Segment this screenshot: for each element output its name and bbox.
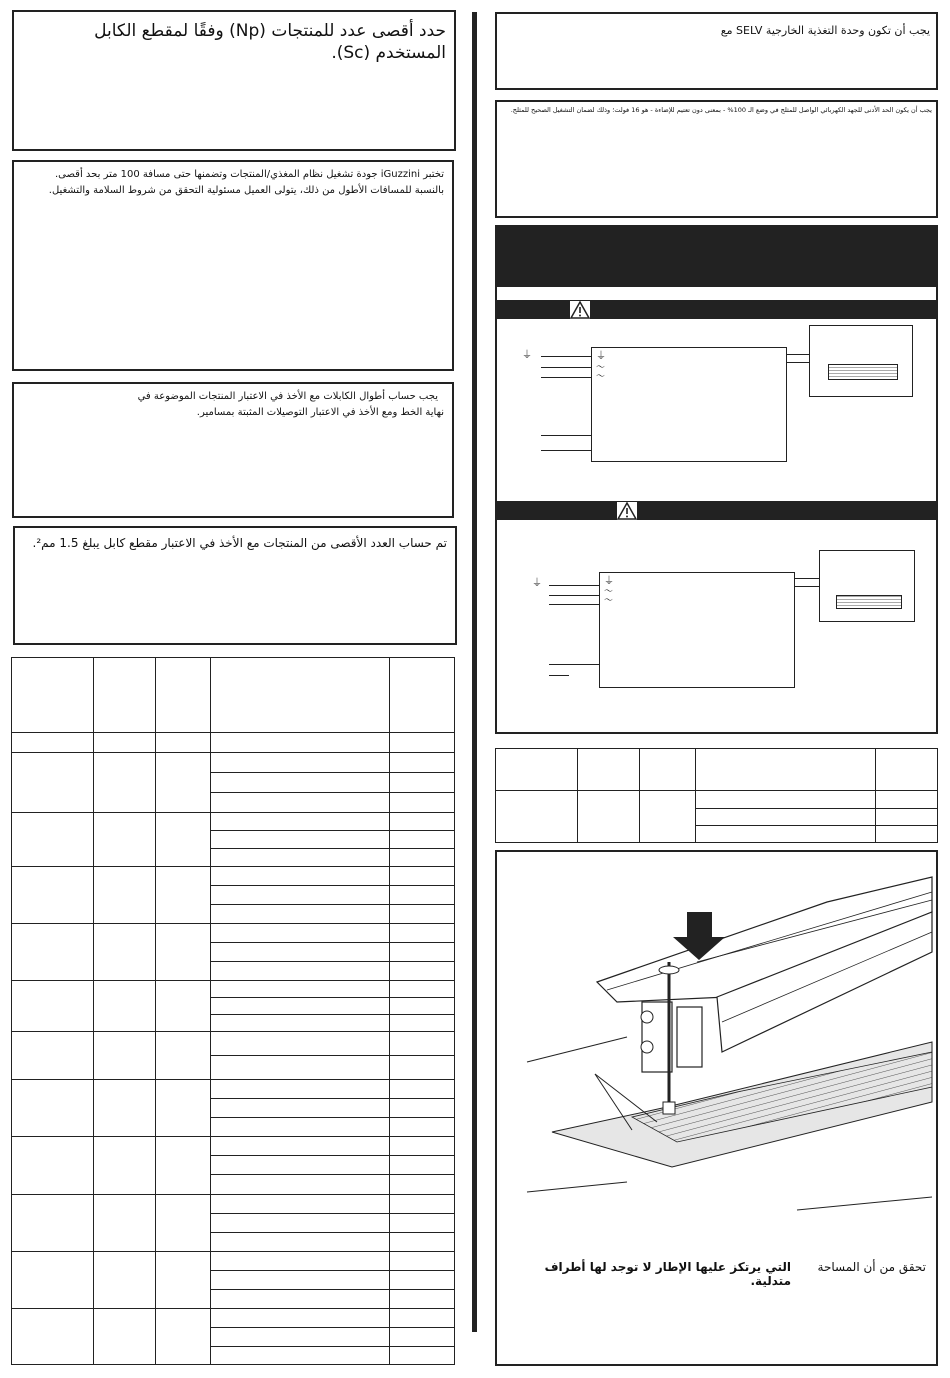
wire [549, 675, 569, 676]
power-supply-box [591, 347, 787, 462]
table-row [12, 1032, 455, 1056]
installation-illustration-panel [495, 850, 938, 1366]
table-row [12, 1308, 455, 1327]
products-table [11, 657, 455, 1365]
cable-length-line2: نهاية الخط ومع الأخذ في الاعتبار التوصيلات المثبتة بمسامير. [196, 407, 444, 418]
ac-terminal-icon: 〜 [604, 587, 614, 597]
table-header-cell [210, 658, 390, 733]
cable-section-text: تم حساب العدد الأقصى من المنتجات مع الأخذ في الاعتبار مقطع كابل يبلغ 1.5 مم². [32, 536, 447, 550]
section-max-products [12, 10, 456, 151]
luminaire-box [809, 325, 913, 397]
max-products-title: حدد أقصى عدد للمنتجات (Np) وفقًا لمقطع الكابل المستخدم (Sc). [94, 21, 446, 63]
check-text-a: تحقق من أن المساحة [817, 1260, 926, 1274]
table-row [12, 1137, 455, 1156]
wire [549, 585, 599, 586]
luminaire-icon [828, 364, 898, 380]
ac-terminal-icon: 〜 [596, 372, 606, 382]
diagram2-header-bar [497, 501, 936, 520]
min-voltage-text: يجب أن يكون الحد الأدنى للجهد الكهربائي الواصل للمثلج في وضع الـ 100% - بمعنى دون تعتيم للإضاءة - هو 16 فولت؛ وذلك لضمان التشغيل الصحيح للمثلج. [510, 106, 932, 114]
table-row [12, 924, 455, 943]
wire [541, 356, 591, 357]
table-row [12, 1080, 455, 1099]
column-divider [472, 12, 477, 1332]
table-header-cell [876, 749, 938, 791]
cable-length-line1: يجب حساب أطوال الكابلات مع الأخذ في الاعتبار المنتجات الموضوعة في [137, 391, 438, 402]
diagram1-header-bar [497, 300, 936, 319]
earth-terminal-icon: ⏚ [604, 576, 614, 587]
section-cable-length [12, 382, 454, 518]
table-header-cell [639, 749, 695, 791]
luminaire-icon [836, 595, 902, 609]
table-row [12, 981, 455, 998]
warning-icon [570, 301, 590, 319]
quality-note-line2: بالنسبة للمسافات الأطول من ذلك، يتولى العميل مسئولية التحقق من شروط السلامة والتشغيل. [48, 185, 444, 196]
wire [541, 435, 591, 436]
panel-header-bar [497, 227, 936, 287]
table-row [12, 813, 455, 831]
wire [549, 595, 599, 596]
installation-drawing [497, 852, 936, 1242]
wire [541, 367, 591, 368]
supply-table [495, 748, 938, 843]
table-header-cell [577, 749, 639, 791]
earth-terminal-icon: ⏚ [596, 351, 606, 362]
wire [541, 377, 591, 378]
table-header-cell [390, 658, 455, 733]
section-quality-note [12, 160, 454, 371]
table-row [496, 791, 938, 808]
ac-terminal-icon: 〜 [596, 363, 606, 373]
table-row [12, 867, 455, 886]
wire [787, 354, 809, 355]
power-supply-box [599, 572, 795, 688]
ac-terminal-icon: 〜 [604, 596, 614, 606]
wiring-diagrams-panel [495, 225, 938, 734]
wire [541, 450, 591, 451]
table-row [12, 1251, 455, 1270]
wire [549, 664, 599, 665]
table-header-cell [93, 658, 155, 733]
earth-symbol-icon: ⏚ [532, 578, 542, 589]
section-min-voltage [495, 100, 938, 218]
wire [787, 362, 809, 363]
table-row [12, 1194, 455, 1213]
section-cable-section [13, 526, 457, 645]
wire [549, 604, 599, 605]
check-text-b: التي يرتكز عليها الإطار لا توجد لها أطراف متدلية. [544, 1260, 791, 1288]
section-selv [495, 12, 938, 90]
luminaire-box [819, 550, 915, 622]
table-header-cell [155, 658, 210, 733]
wire [795, 586, 819, 587]
selv-text: يجب أن تكون وحدة التغذية الخارجية SELV مع [720, 24, 930, 37]
wire [795, 578, 819, 579]
table-header-cell [12, 658, 94, 733]
earth-symbol-icon: ⏚ [522, 350, 532, 361]
warning-icon [617, 502, 637, 520]
quality-note-line1: تختبر iGuzzini جودة تشغيل نظام المغذي/المنتجات وتضمنها حتى مسافة 100 متر بحد أقصى. [54, 169, 444, 180]
table-header-cell [496, 749, 578, 791]
table-header-cell [695, 749, 876, 791]
table-row [12, 753, 455, 773]
